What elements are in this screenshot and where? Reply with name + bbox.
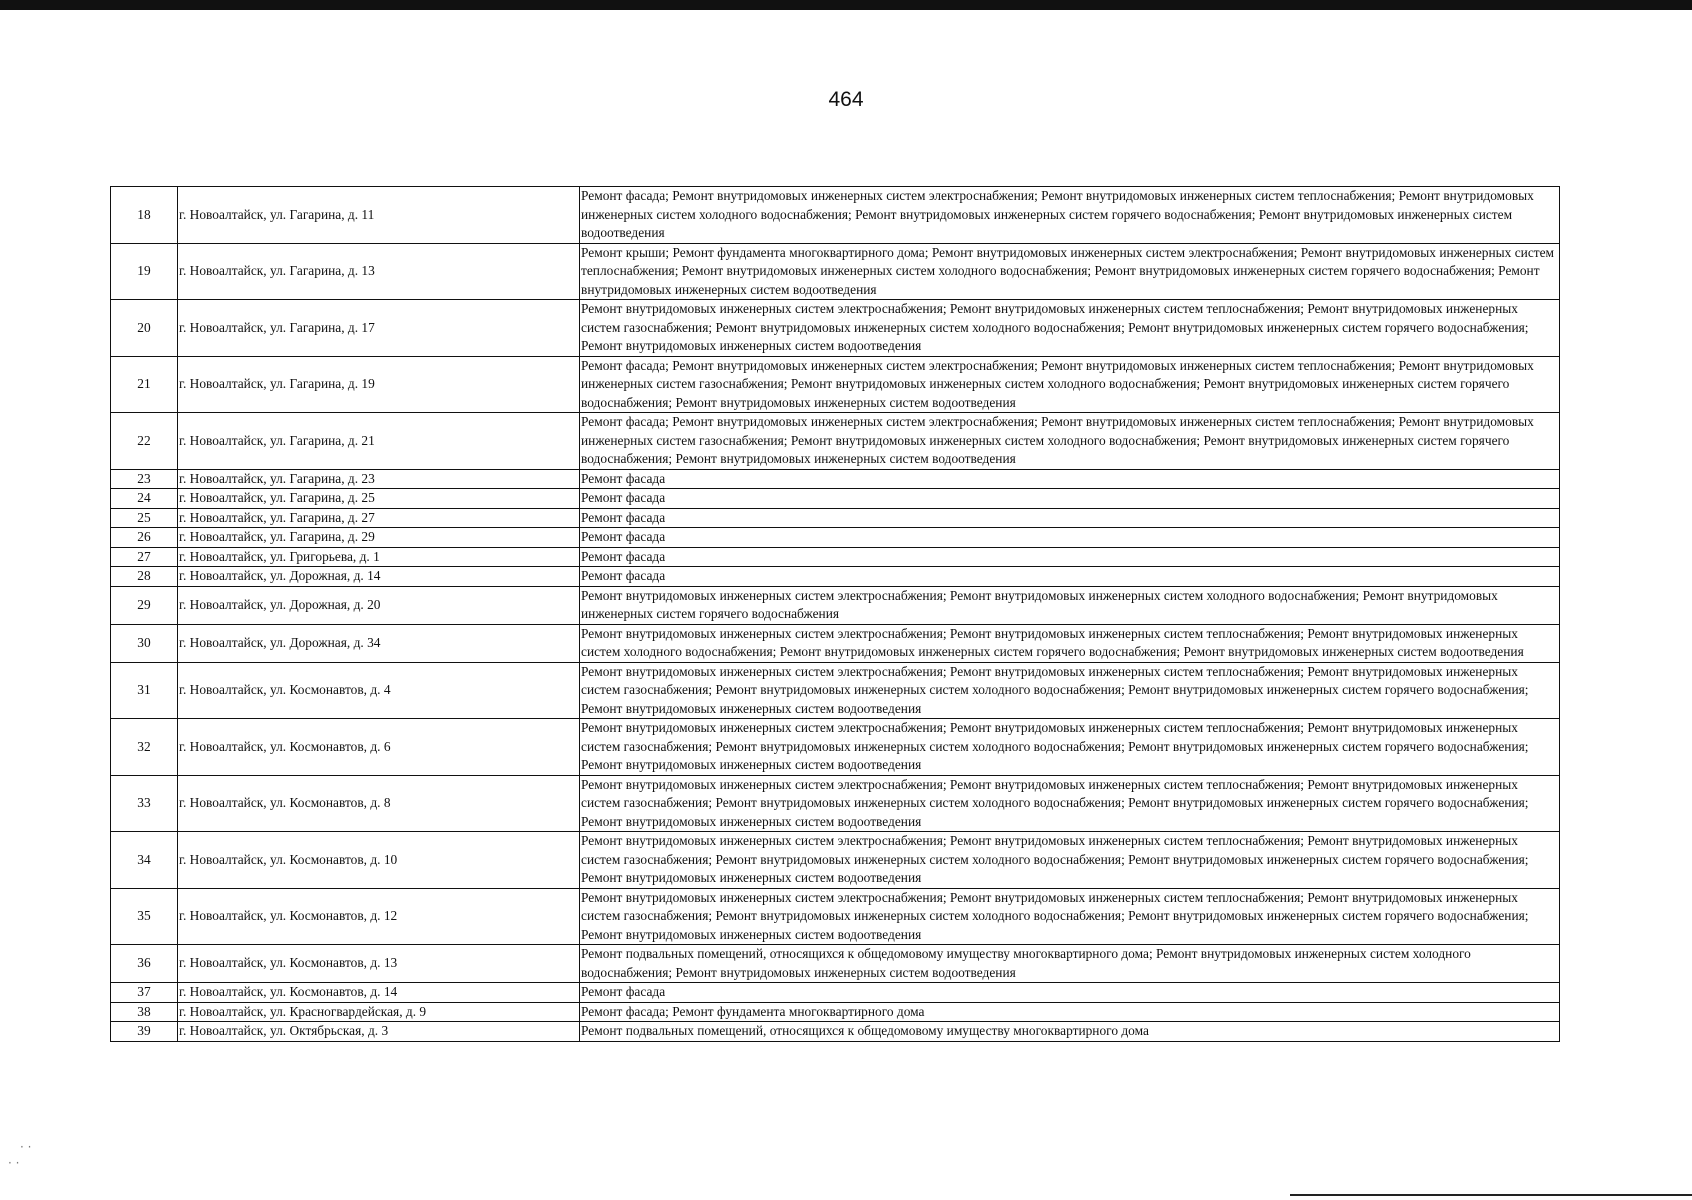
row-number: 35 xyxy=(111,888,178,945)
row-works: Ремонт внутридомовых инженерных систем электроснабжения; Ремонт внутридомовых инженерных систем холодного водоснабжения; Ремонт внутридомовых инженерных систем горячего водоснабжения xyxy=(580,586,1560,624)
scan-artifact: · · xyxy=(8,1156,20,1170)
row-number: 19 xyxy=(111,243,178,300)
row-address: г. Новоалтайск, ул. Гагарина, д. 19 xyxy=(178,356,580,413)
row-number: 26 xyxy=(111,528,178,548)
row-address: г. Новоалтайск, ул. Космонавтов, д. 6 xyxy=(178,719,580,776)
row-works: Ремонт внутридомовых инженерных систем электроснабжения; Ремонт внутридомовых инженерных систем теплоснабжения; Ремонт внутридомовых инженерных систем газоснабжения; Ремонт внутридомовых инженерных систем холодного водоснабжения; Ремонт внутридомовых инженерных систем горячего водоснабжения; Ремонт внутридомовых инженерных систем водоотведения xyxy=(580,719,1560,776)
row-number: 18 xyxy=(111,187,178,244)
table-row xyxy=(111,624,1560,662)
row-works: Ремонт фасада; Ремонт фундамента многоквартирного дома xyxy=(580,1002,1560,1022)
row-works: Ремонт фасада xyxy=(580,983,1560,1003)
row-number: 37 xyxy=(111,983,178,1003)
row-address: г. Новоалтайск, ул. Космонавтов, д. 14 xyxy=(178,983,580,1003)
row-works: Ремонт фасада; Ремонт внутридомовых инженерных систем электроснабжения; Ремонт внутридомовых инженерных систем теплоснабжения; Ремонт внутридомовых инженерных систем газоснабжения; Ремонт внутридомовых инженерных систем холодного водоснабжения; Ремонт внутридомовых инженерных систем горячего водоснабжения; Ремонт внутридомовых инженерных систем водоотведения xyxy=(580,356,1560,413)
row-address: г. Новоалтайск, ул. Гагарина, д. 29 xyxy=(178,528,580,548)
row-works: Ремонт фасада xyxy=(580,547,1560,567)
table-row xyxy=(111,469,1560,489)
scan-artifact: · · xyxy=(20,1140,32,1154)
row-number: 25 xyxy=(111,508,178,528)
row-address: г. Новоалтайск, ул. Гагарина, д. 27 xyxy=(178,508,580,528)
table-row xyxy=(111,508,1560,528)
table-row xyxy=(111,1022,1560,1042)
row-number: 32 xyxy=(111,719,178,776)
row-works: Ремонт крыши; Ремонт фундамента многоквартирного дома; Ремонт внутридомовых инженерных систем электроснабжения; Ремонт внутридомовых инженерных систем теплоснабжения; Ремонт внутридомовых инженерных систем холодного водоснабжения; Ремонт внутридомовых инженерных систем горячего водоснабжения; Ремонт внутридомовых инженерных систем водоотведения xyxy=(580,243,1560,300)
row-number: 24 xyxy=(111,489,178,509)
table-row xyxy=(111,719,1560,776)
row-address: г. Новоалтайск, ул. Гагарина, д. 17 xyxy=(178,300,580,357)
row-works: Ремонт внутридомовых инженерных систем электроснабжения; Ремонт внутридомовых инженерных систем теплоснабжения; Ремонт внутридомовых инженерных систем газоснабжения; Ремонт внутридомовых инженерных систем холодного водоснабжения; Ремонт внутридомовых инженерных систем горячего водоснабжения; Ремонт внутридомовых инженерных систем водоотведения xyxy=(580,832,1560,889)
table-row xyxy=(111,888,1560,945)
row-works: Ремонт фасада xyxy=(580,528,1560,548)
table-row xyxy=(111,187,1560,244)
row-address: г. Новоалтайск, ул. Гагарина, д. 11 xyxy=(178,187,580,244)
table-row xyxy=(111,832,1560,889)
repair-registry-table xyxy=(110,186,1560,1042)
row-number: 23 xyxy=(111,469,178,489)
row-number: 20 xyxy=(111,300,178,357)
row-number: 38 xyxy=(111,1002,178,1022)
row-address: г. Новоалтайск, ул. Космонавтов, д. 13 xyxy=(178,945,580,983)
row-address: г. Новоалтайск, ул. Гагарина, д. 25 xyxy=(178,489,580,509)
row-address: г. Новоалтайск, ул. Гагарина, д. 13 xyxy=(178,243,580,300)
row-address: г. Новоалтайск, ул. Гагарина, д. 21 xyxy=(178,413,580,470)
scan-top-border xyxy=(0,0,1692,10)
table-row xyxy=(111,528,1560,548)
row-number: 28 xyxy=(111,567,178,587)
row-number: 36 xyxy=(111,945,178,983)
row-address: г. Новоалтайск, ул. Дорожная, д. 14 xyxy=(178,567,580,587)
table-row xyxy=(111,983,1560,1003)
table-row xyxy=(111,300,1560,357)
row-works: Ремонт подвальных помещений, относящихся к общедомовому имуществу многоквартирного дома xyxy=(580,1022,1560,1042)
table-row xyxy=(111,567,1560,587)
row-address: г. Новоалтайск, ул. Дорожная, д. 20 xyxy=(178,586,580,624)
row-number: 21 xyxy=(111,356,178,413)
row-address: г. Новоалтайск, ул. Космонавтов, д. 8 xyxy=(178,775,580,832)
row-number: 39 xyxy=(111,1022,178,1042)
row-address: г. Новоалтайск, ул. Григорьева, д. 1 xyxy=(178,547,580,567)
row-works: Ремонт внутридомовых инженерных систем электроснабжения; Ремонт внутридомовых инженерных систем теплоснабжения; Ремонт внутридомовых инженерных систем газоснабжения; Ремонт внутридомовых инженерных систем холодного водоснабжения; Ремонт внутридомовых инженерных систем горячего водоснабжения; Ремонт внутридомовых инженерных систем водоотведения xyxy=(580,888,1560,945)
table-row xyxy=(111,662,1560,719)
table-row xyxy=(111,945,1560,983)
table-row xyxy=(111,489,1560,509)
table-row xyxy=(111,547,1560,567)
row-number: 27 xyxy=(111,547,178,567)
row-works: Ремонт внутридомовых инженерных систем электроснабжения; Ремонт внутридомовых инженерных систем теплоснабжения; Ремонт внутридомовых инженерных систем холодного водоснабжения; Ремонт внутридомовых инженерных систем горячего водоснабжения; Ремонт внутридомовых инженерных систем водоотведения xyxy=(580,624,1560,662)
table-row xyxy=(111,413,1560,470)
row-works: Ремонт фасада; Ремонт внутридомовых инженерных систем электроснабжения; Ремонт внутридомовых инженерных систем теплоснабжения; Ремонт внутридомовых инженерных систем холодного водоснабжения; Ремонт внутридомовых инженерных систем горячего водоснабжения; Ремонт внутридомовых инженерных систем водоотведения xyxy=(580,187,1560,244)
row-address: г. Новоалтайск, ул. Космонавтов, д. 4 xyxy=(178,662,580,719)
row-number: 31 xyxy=(111,662,178,719)
row-address: г. Новоалтайск, ул. Гагарина, д. 23 xyxy=(178,469,580,489)
row-works: Ремонт подвальных помещений, относящихся к общедомовому имуществу многоквартирного дома; Ремонт внутридомовых инженерных систем холодного водоснабжения; Ремонт внутридомовых инженерных систем водоотведения xyxy=(580,945,1560,983)
row-works: Ремонт внутридомовых инженерных систем электроснабжения; Ремонт внутридомовых инженерных систем теплоснабжения; Ремонт внутридомовых инженерных систем газоснабжения; Ремонт внутридомовых инженерных систем холодного водоснабжения; Ремонт внутридомовых инженерных систем горячего водоснабжения; Ремонт внутридомовых инженерных систем водоотведения xyxy=(580,775,1560,832)
table-row xyxy=(111,586,1560,624)
table-row xyxy=(111,775,1560,832)
row-works: Ремонт фасада xyxy=(580,469,1560,489)
row-address: г. Новоалтайск, ул. Космонавтов, д. 10 xyxy=(178,832,580,889)
row-works: Ремонт внутридомовых инженерных систем электроснабжения; Ремонт внутридомовых инженерных систем теплоснабжения; Ремонт внутридомовых инженерных систем газоснабжения; Ремонт внутридомовых инженерных систем холодного водоснабжения; Ремонт внутридомовых инженерных систем горячего водоснабжения; Ремонт внутридомовых инженерных систем водоотведения xyxy=(580,662,1560,719)
row-number: 29 xyxy=(111,586,178,624)
row-works: Ремонт фасада xyxy=(580,508,1560,528)
row-number: 30 xyxy=(111,624,178,662)
scan-bottom-line xyxy=(1290,1194,1692,1196)
row-address: г. Новоалтайск, ул. Октябрьская, д. 3 xyxy=(178,1022,580,1042)
row-works: Ремонт внутридомовых инженерных систем электроснабжения; Ремонт внутридомовых инженерных систем теплоснабжения; Ремонт внутридомовых инженерных систем газоснабжения; Ремонт внутридомовых инженерных систем холодного водоснабжения; Ремонт внутридомовых инженерных систем горячего водоснабжения; Ремонт внутридомовых инженерных систем водоотведения xyxy=(580,300,1560,357)
row-address: г. Новоалтайск, ул. Дорожная, д. 34 xyxy=(178,624,580,662)
page-number: 464 xyxy=(828,88,864,111)
row-number: 34 xyxy=(111,832,178,889)
table-row xyxy=(111,1002,1560,1022)
row-works: Ремонт фасада; Ремонт внутридомовых инженерных систем электроснабжения; Ремонт внутридомовых инженерных систем теплоснабжения; Ремонт внутридомовых инженерных систем газоснабжения; Ремонт внутридомовых инженерных систем холодного водоснабжения; Ремонт внутридомовых инженерных систем горячего водоснабжения; Ремонт внутридомовых инженерных систем водоотведения xyxy=(580,413,1560,470)
table-row xyxy=(111,243,1560,300)
table-row xyxy=(111,356,1560,413)
row-address: г. Новоалтайск, ул. Красногвардейская, д. 9 xyxy=(178,1002,580,1022)
row-address: г. Новоалтайск, ул. Космонавтов, д. 12 xyxy=(178,888,580,945)
row-works: Ремонт фасада xyxy=(580,489,1560,509)
row-number: 22 xyxy=(111,413,178,470)
row-works: Ремонт фасада xyxy=(580,567,1560,587)
table-body xyxy=(111,187,1560,1042)
row-number: 33 xyxy=(111,775,178,832)
